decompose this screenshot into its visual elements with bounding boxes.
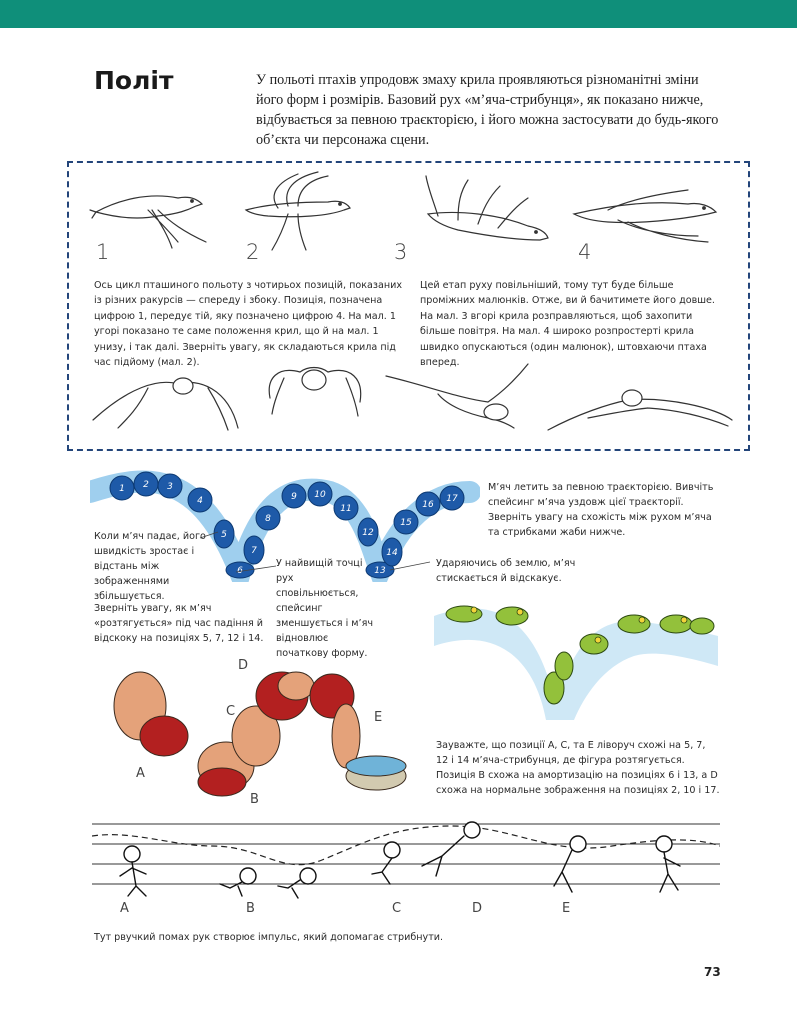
ball-label: 6 (237, 566, 243, 576)
ball-note-squash: Ударяючись об землю, м’яч стискається й відскакує. (436, 558, 576, 584)
ball-label: 13 (374, 566, 386, 576)
ball-label: 2 (143, 480, 149, 490)
jumper-letter-d: D (472, 901, 483, 916)
flight-number-1: 1 (96, 240, 110, 264)
ball-note-stretch: Зверніть увагу, як м’яч «розтягується» під час падіння й відскоку на позиціях 5, 7, 12 і 14. (94, 603, 264, 644)
page-title: Політ (94, 66, 174, 95)
ball-label: 9 (291, 492, 297, 502)
frog-jump-illustration (434, 596, 718, 720)
flight-number-2: 2 (246, 240, 260, 264)
bird-front-sketches (88, 358, 738, 443)
ball-note-fall: Коли м’яч падає, його швидкість зростає і відстань між зображеннями збільшується. (94, 531, 206, 602)
ball-label: 5 (221, 530, 227, 540)
diver-letter-d: D (238, 658, 249, 673)
page-number: 73 (704, 965, 721, 979)
diver-illustration (96, 656, 416, 806)
ball-label: 12 (362, 528, 374, 538)
jumper-caption: Тут рвучкий помах рук створює імпульс, який допомагає стрибнути. (94, 932, 444, 943)
jumper-letter-b: B (246, 901, 255, 916)
ball-label: 7 (251, 546, 257, 556)
ball-label: 4 (197, 496, 203, 506)
jumper-strip-illustration (92, 816, 720, 900)
diver-note: Зауважте, що позиції A, C, та E ліворуч схожі на 5, 7, 12 і 14 м’яча-стрибунця, де фігура розтягується. Позиція B схожа на амортизацію на позиціях 6 і 13, а D схожа на нормальне зображення на позиціях 2, 10 і 17. (436, 740, 720, 796)
diver-letter-a: A (136, 766, 145, 781)
diver-letter-e: E (374, 710, 383, 725)
flight-number-4: 4 (578, 240, 592, 264)
ball-label: 14 (386, 548, 398, 558)
ball-label: 10 (314, 490, 326, 500)
ball-note-top: М’яч летить за певною траєкторією. Вивчіть спейсинг м’яча уздовж цієї траєкторії. Зверніть увагу на схожість між рухом м’яча та стрибками жаби нижче. (488, 482, 714, 538)
header-bar (0, 0, 797, 28)
ball-label: 3 (167, 482, 173, 492)
flight-text-left: Ось цикл пташиного польоту з чотирьох позицій, показаних із різних ракурсів — спереду і збоку. Позиція, позначена цифрою 1, передує тій, яку позначено цифрою 4. На мал. 1 угорі показано те саме положення крил, що й на мал. 1 унизу, і так далі. Зверніть увагу, як складаються крила під час підйому (мал. 2). (94, 280, 403, 369)
intro-paragraph: У польоті птахів упродовж змаху крила проявляються різноманітні зміни його форм і розмірів. Базовий рух «м’яча-стрибунця», як показано нижче, відбувається за певною траєкторією, і його можна застосувати до будь-якого об’єкта чи персонажа сцени. (256, 72, 719, 148)
diver-letter-c: C (226, 704, 236, 719)
diver-letter-b: B (250, 792, 259, 807)
jumper-letter-c: C (392, 901, 402, 916)
ball-label: 16 (422, 500, 434, 510)
ball-label: 1 (119, 484, 125, 494)
jumper-letter-e: E (562, 901, 571, 916)
bird-side-sketches (88, 170, 738, 260)
ball-note-top-point: У найвищій точці рух сповільнюється, спейсинг зменшується і м’яч відновлює початкову форму. (276, 558, 374, 659)
ball-label: 11 (340, 504, 352, 514)
ball-label: 8 (265, 514, 271, 524)
jumper-letter-a: A (120, 901, 129, 916)
ball-label: 15 (400, 518, 412, 528)
ball-label: 17 (446, 494, 458, 504)
flight-number-3: 3 (394, 240, 408, 264)
flight-text-right: Цей етап руху повільніший, тому тут буде більше проміжних малюнків. Отже, ви й бачитимете його довше. На мал. 3 вгорі крила розправляються, щоб захопити більше повітря. На мал. 4 широко розпростерті крила швидко опускаються (один малюнок), штовхаючи птаха вперед. (420, 280, 715, 369)
